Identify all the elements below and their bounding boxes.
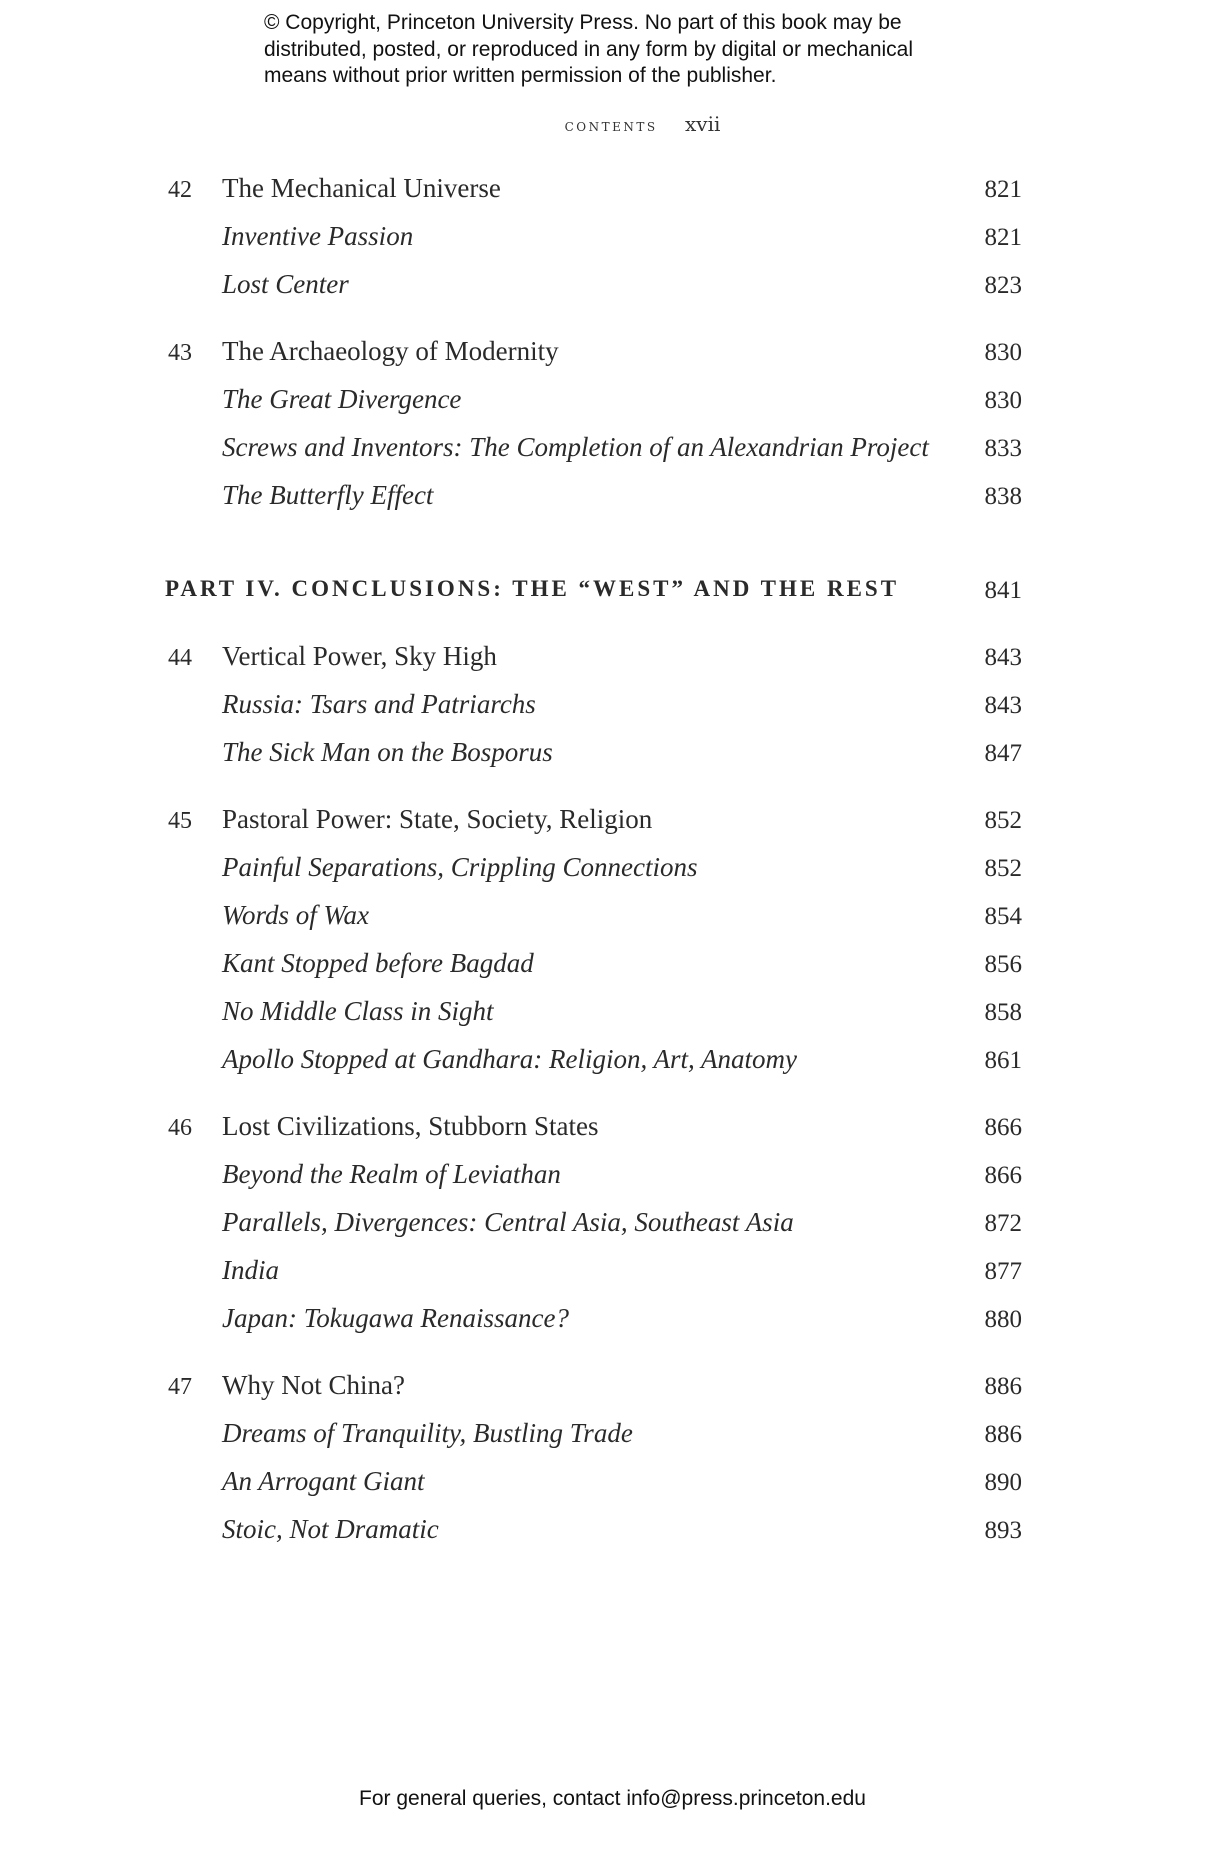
page-number: 886 <box>984 1373 1022 1400</box>
copyright-line: means without prior written permission of the publisher. <box>264 64 777 87</box>
page-number: 866 <box>984 1114 1022 1141</box>
page-number: 890 <box>984 1469 1022 1496</box>
section-title: Screws and Inventors: The Completion of an Alexandrian Project <box>222 432 929 462</box>
toc-section[interactable] <box>0 684 1225 724</box>
toc-section[interactable] <box>0 1250 1225 1290</box>
chapter-number: 46 <box>168 1115 192 1141</box>
section-title: Stoic, Not Dramatic <box>222 1514 439 1544</box>
copyright-line: © Copyright, Princeton University Press. No part of this book may be <box>264 11 902 34</box>
running-head <box>0 112 1225 136</box>
page-number: 843 <box>984 644 1022 671</box>
page-number: 852 <box>984 855 1022 882</box>
page-number: 880 <box>984 1306 1022 1333</box>
chapter-title: Lost Civilizations, Stubborn States <box>222 1111 599 1141</box>
section-title: Painful Separations, Crippling Connections <box>222 852 698 882</box>
toc-chapter-44[interactable] <box>0 636 1225 676</box>
page-number: 830 <box>984 339 1022 366</box>
toc-section[interactable] <box>0 264 1225 304</box>
section-title: The Sick Man on the Bosporus <box>222 737 553 767</box>
running-head-label: contents <box>564 116 658 136</box>
chapter-number: 45 <box>168 808 192 834</box>
toc-chapter-46[interactable] <box>0 1106 1225 1146</box>
toc-part-iv[interactable] <box>0 569 1225 609</box>
section-title: Words of Wax <box>222 900 370 930</box>
footer-contact: For general queries, contact info@press.princeton.edu <box>359 1787 866 1810</box>
page-number: 856 <box>984 951 1022 978</box>
toc-section[interactable] <box>0 847 1225 887</box>
toc-section[interactable] <box>0 1509 1225 1549</box>
toc-section[interactable] <box>0 1154 1225 1194</box>
page-number: 893 <box>984 1517 1022 1544</box>
chapter-title: The Archaeology of Modernity <box>222 336 559 366</box>
page-number: 852 <box>984 807 1022 834</box>
toc-section[interactable] <box>0 427 1225 467</box>
page-number: 872 <box>984 1210 1022 1237</box>
page-number: 877 <box>984 1258 1022 1285</box>
section-title: Dreams of Tranquility, Bustling Trade <box>222 1418 633 1448</box>
chapter-number: 47 <box>168 1374 192 1400</box>
toc-section[interactable] <box>0 1298 1225 1338</box>
page-number: 854 <box>984 903 1022 930</box>
page-number: 823 <box>984 272 1022 299</box>
toc-chapter-45[interactable] <box>0 799 1225 839</box>
section-title: Lost Center <box>222 269 349 299</box>
toc-chapter-42[interactable] <box>0 168 1225 208</box>
page-number: 847 <box>984 740 1022 767</box>
section-title: Inventive Passion <box>222 221 414 251</box>
chapter-title: The Mechanical Universe <box>222 173 501 203</box>
toc-section[interactable] <box>0 1039 1225 1079</box>
copyright-notice <box>264 10 984 90</box>
running-head-page-number: xvii <box>685 112 721 136</box>
section-title: Beyond the Realm of Leviathan <box>222 1159 561 1189</box>
toc-section[interactable] <box>0 475 1225 515</box>
chapter-title: Vertical Power, Sky High <box>222 641 497 671</box>
chapter-number: 43 <box>168 340 192 366</box>
part-title: PART IV. CONCLUSIONS: THE “WEST” AND THE REST <box>165 576 900 601</box>
section-title: Apollo Stopped at Gandhara: Religion, Art, Anatomy <box>222 1044 797 1074</box>
toc-section[interactable] <box>0 943 1225 983</box>
section-title: Japan: Tokugawa Renaissance? <box>222 1303 569 1333</box>
toc-chapter-47[interactable] <box>0 1365 1225 1405</box>
toc-section[interactable] <box>0 991 1225 1031</box>
chapter-number: 44 <box>168 645 192 671</box>
section-title: Kant Stopped before Bagdad <box>222 948 534 978</box>
toc-section[interactable] <box>0 379 1225 419</box>
page-number: 830 <box>984 387 1022 414</box>
copyright-line: distributed, posted, or reproduced in any form by digital or mechanical <box>264 37 914 61</box>
toc-section[interactable] <box>0 895 1225 935</box>
toc-section[interactable] <box>0 216 1225 256</box>
section-title: Parallels, Divergences: Central Asia, Southeast Asia <box>222 1207 794 1237</box>
chapter-title: Why Not China? <box>222 1370 405 1400</box>
chapter-number: 42 <box>168 177 192 203</box>
toc-section[interactable] <box>0 1461 1225 1501</box>
section-title: The Butterfly Effect <box>222 480 434 510</box>
page-number: 858 <box>984 999 1022 1026</box>
page-number: 838 <box>984 483 1022 510</box>
toc-section[interactable] <box>0 1413 1225 1453</box>
chapter-title: Pastoral Power: State, Society, Religion <box>222 804 653 834</box>
page-number: 841 <box>984 577 1022 604</box>
page-number: 886 <box>984 1421 1022 1448</box>
page-number: 861 <box>984 1047 1022 1074</box>
toc-chapter-43[interactable] <box>0 331 1225 371</box>
page-number: 843 <box>984 692 1022 719</box>
section-title: No Middle Class in Sight <box>222 996 494 1026</box>
page-number: 821 <box>984 176 1022 203</box>
page-number: 833 <box>984 435 1022 462</box>
page-number: 866 <box>984 1162 1022 1189</box>
section-title: An Arrogant Giant <box>222 1466 425 1496</box>
section-title: The Great Divergence <box>222 384 462 414</box>
section-title: Russia: Tsars and Patriarchs <box>222 689 536 719</box>
toc-section[interactable] <box>0 732 1225 772</box>
section-title: India <box>222 1255 279 1285</box>
page-number: 821 <box>984 224 1022 251</box>
toc-section[interactable] <box>0 1202 1225 1242</box>
